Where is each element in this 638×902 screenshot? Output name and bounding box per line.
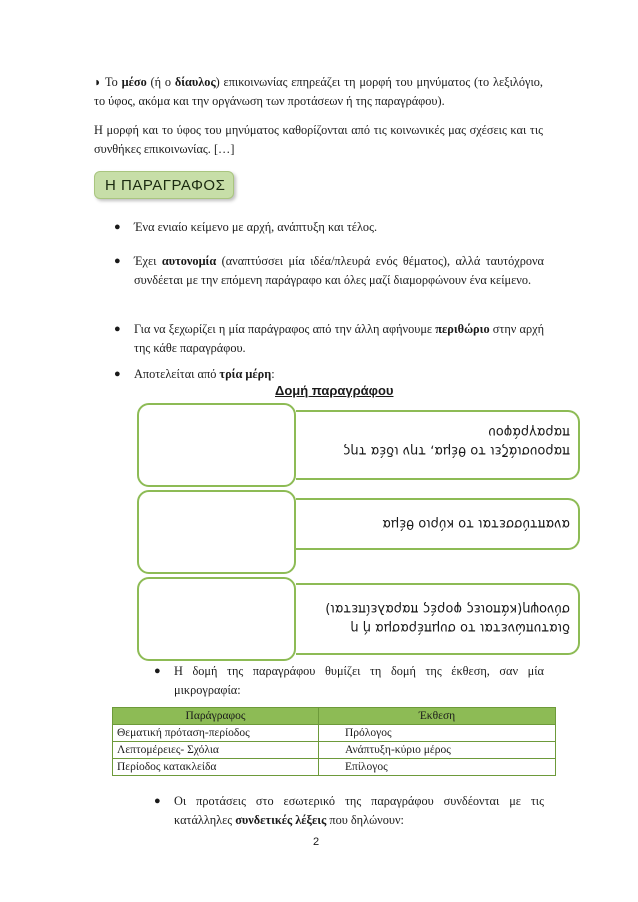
bullet-icon: ●: [154, 665, 161, 677]
table-header-cell: Παράγραφος: [113, 708, 319, 725]
paragraph-marker: ◗: [94, 75, 102, 89]
diagram-row-2-content: [296, 498, 580, 550]
table-header-cell: Έκθεση: [319, 708, 556, 725]
bullet-3-text: Για να ξεχωρίζει η μία παράγραφος από την άλλη αφήνουμε περιθώριο στην αρχή της κάθε παραγράφου.: [134, 322, 545, 355]
keyword-syndetikes-lexeis: συνδετικές λέξεις: [235, 813, 327, 827]
bullet-icon: ●: [154, 795, 161, 807]
table-cell: Λεπτομέρειες- Σχόλια: [113, 742, 319, 759]
page-number: 2: [313, 836, 320, 848]
bullet-6-text: Οι προτάσεις στο εσωτερικό της παραγράφου συνδέονται με τις κατάλληλες συνδετικές λέξεις που δηλώνουν:: [174, 794, 544, 827]
bullet-5-text: Η δομή της παραγράφου θυμίζει τη δομή της έκθεση, σαν μία μικρογραφία:: [174, 664, 544, 697]
table-cell: Περίοδος κατακλείδα: [113, 759, 319, 776]
bullet-icon: ●: [114, 323, 121, 335]
table-row: [113, 742, 556, 759]
table-header-row: [113, 708, 556, 725]
diagram-row-1-label-box: [137, 403, 296, 487]
bullet-4-text: Αποτελείται από τρία μέρη:: [134, 367, 275, 381]
diagram-row-3-label-box: [137, 577, 296, 661]
diagram-title: Δομή παραγράφου: [275, 383, 394, 398]
table-cell: Επίλογος: [319, 759, 556, 776]
table-cell: Θεματική πρόταση-περίοδος: [113, 725, 319, 742]
keyword-autonomia: αυτονομία: [161, 254, 217, 268]
keyword-meso: μέσο: [121, 75, 147, 89]
table-cell: Ανάπτυξη-κύριο μέρος: [319, 742, 556, 759]
intro-paragraph-2: Η μορφή και το ύφος του μηνύματος καθορίζονται από τις κοινωνικές μας σχέσεις και τις συνθήκες επικοινωνίας. […]: [94, 123, 543, 156]
bullet-icon: ●: [114, 221, 121, 233]
keyword-perithorio: περιθώριο: [435, 322, 490, 336]
bullet-2-text: Έχει αυτονομία (αναπτύσσει μία ιδέα/πλευρά ενός θέματος), αλλά ταυτόχρονα συνδέεται με την επόμενη παράγραφο και όλες μαζί διαμορφώνουν ένα κείμενο.: [134, 254, 544, 287]
diagram-row-3-text: διατυπώνεται το συμπέρασμα ή η σύνοψη(κάποιες φορές παραλείπεται): [325, 601, 570, 635]
diagram-row-1-text: παρουσιάζει το θέμα, την ιδέα της παραγράφου: [342, 424, 570, 458]
section-label: Η ΠΑΡΑΓΡΑΦΟΣ: [94, 171, 234, 199]
table-cell: Πρόλογος: [319, 725, 556, 742]
bullet-icon: ●: [114, 255, 121, 267]
diagram-row-1-content: [296, 410, 580, 480]
comparison-table: [112, 707, 556, 776]
keyword-tria-meri: τρία μέρη: [219, 367, 272, 381]
table-row: [113, 759, 556, 776]
intro-paragraph-1: ◗ Το μέσο (ή ο δίαυλος) επικοινωνίας επηρεάζει τη μορφή του μηνύματος (το λεξιλόγιο, το ύφος, ακόμα και την οργάνωση των προτάσεων ή της παραγράφου).: [94, 75, 543, 108]
diagram-row-2-text: αναπτύσσεται το κύριο θέμα: [382, 516, 570, 531]
keyword-diavlos: δίαυλος: [174, 75, 216, 89]
table-row: [113, 725, 556, 742]
bullet-icon: ●: [114, 368, 121, 380]
diagram-row-3-content: [296, 583, 580, 655]
bullet-1-text: Ένα ενιαίο κείμενο με αρχή, ανάπτυξη και τέλος.: [134, 220, 378, 234]
diagram-row-2-label-box: [137, 490, 296, 574]
